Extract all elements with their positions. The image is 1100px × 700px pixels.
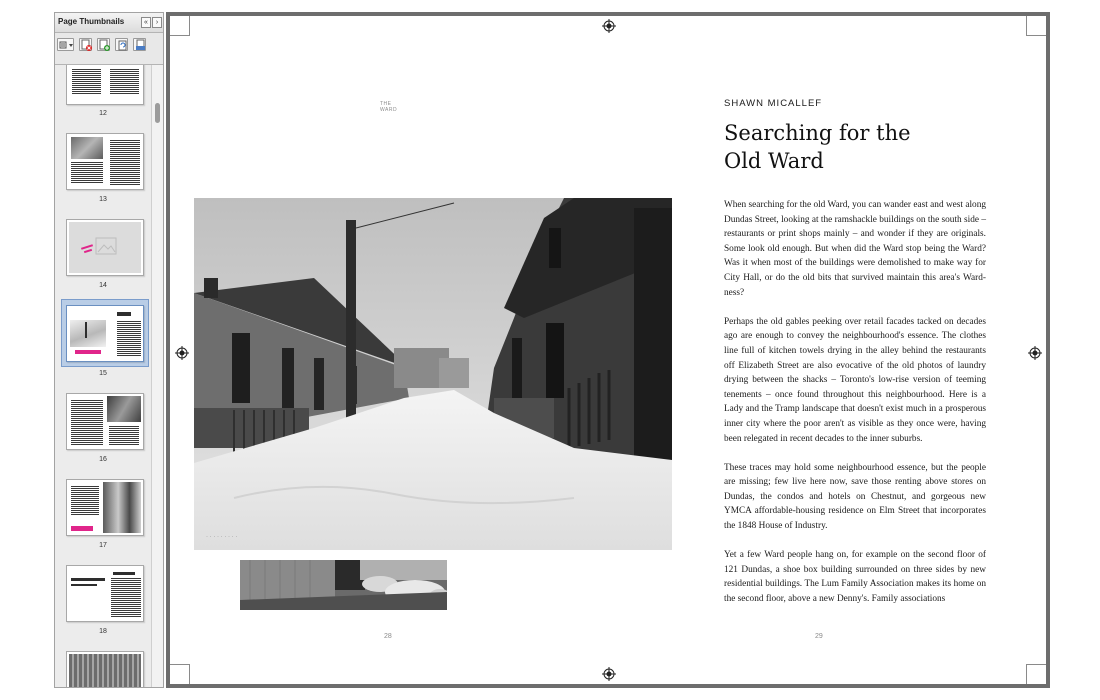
body-paragraph: These traces may hold some neighbourhood essence, but the people are missing; few live here now, save those renting above stores on Dundas, the condos and hotels on Chestnut, and gorgeous new YMCA affordable-housing residence on Elm Street that incorporates the 1848 House of Industry. (724, 462, 986, 532)
page-number-label: 18 (99, 628, 107, 635)
page-number-right: 29 (815, 633, 823, 640)
print-pages-icon[interactable] (133, 38, 146, 51)
running-head: THE WARD (380, 101, 398, 113)
insert-pages-icon[interactable] (97, 38, 110, 51)
page-thumbnail-selected[interactable] (66, 305, 144, 362)
photo-caption-marking: · · · · · · · · · (206, 534, 238, 540)
page-thumbnail[interactable] (66, 479, 144, 536)
crop-mark (170, 16, 190, 36)
title-line-2: Old Ward (724, 149, 824, 173)
page-thumbnail[interactable] (66, 651, 144, 688)
body-paragraph: Perhaps the old gables peeking over retail facades tacked on decades ago are enough to convey the neighbourhood's essence. The clothes line full of kitchen towels drying in the alley behind the restaurants off Elizabeth Street are also evocative of the old photos of laundry drying between the shacks – Toronto's low-rise version of teeming tenements – once found throughout this neighbourhood. Here is a Lady and the Tramp landscape that doesn't exist much in a prosperous inner city where the poor aren't as visible as they once were, having been relegated in recent decades to the inner suburbs. (724, 316, 986, 444)
page-number-label: 13 (99, 196, 107, 203)
page-thumbnail[interactable] (66, 565, 144, 622)
rotate-pages-icon[interactable] (115, 38, 128, 51)
page-thumbnail[interactable] (66, 219, 144, 276)
page-number-left: 28 (384, 633, 392, 640)
page-number-label: 14 (99, 282, 107, 289)
author-name: SHAWN MICALLEF (724, 98, 823, 109)
title-line-1: Searching for the (724, 121, 911, 145)
page-thumbnails-panel (54, 12, 164, 688)
thumbnail-scrollbar[interactable] (151, 65, 163, 688)
page-thumbnail[interactable] (66, 133, 144, 190)
small-photo-alley-with-cars (240, 560, 447, 610)
registration-target-icon (602, 19, 616, 33)
delete-pages-icon[interactable] (79, 38, 92, 51)
collapse-panel-button[interactable]: « (141, 17, 151, 28)
registration-target-icon (602, 667, 616, 681)
crop-mark (1026, 664, 1046, 684)
page-number-label: 17 (99, 542, 107, 549)
scrollbar-thumb[interactable] (155, 103, 160, 123)
article-title (724, 119, 984, 175)
page-thumbnail[interactable] (66, 65, 144, 105)
options-menu-icon[interactable] (57, 38, 74, 51)
panel-menu-button[interactable]: › (152, 17, 162, 28)
page-number-label: 12 (99, 110, 107, 117)
thumbnail-toolbar (55, 33, 163, 65)
panel-header (55, 13, 163, 33)
main-photo-alley-in-snow (194, 198, 672, 550)
thumbnail-list[interactable] (55, 65, 151, 688)
crop-mark (1026, 16, 1046, 36)
crop-mark (170, 664, 190, 684)
page-thumbnail[interactable] (66, 393, 144, 450)
body-paragraph: Yet a few Ward people hang on, for example on the second floor of 121 Dundas, a shoe box building surrounded on three sides by new residential buildings. The Lum Family Association makes its home on the second floor, above a new Denny's. Family associations (724, 550, 986, 605)
panel-title: Page Thumbnails (58, 17, 125, 26)
registration-target-icon (175, 346, 189, 360)
article-body (724, 198, 986, 621)
document-spread (166, 12, 1050, 688)
registration-target-icon (1028, 346, 1042, 360)
page-number-label: 16 (99, 456, 107, 463)
page-number-label: 15 (99, 370, 107, 377)
body-paragraph: When searching for the old Ward, you can wander east and west along Dundas Street, looking at the ramshackle buildings on the south side – restaurants or print shops mainly – and wonder if they are originals. Some look old enough. But when did the Ward stop being the Ward? Was it when most of the buildings were demolished to make way for City Hall, or do the old bits that survived maintain this area's Ward-ness? (724, 200, 986, 298)
